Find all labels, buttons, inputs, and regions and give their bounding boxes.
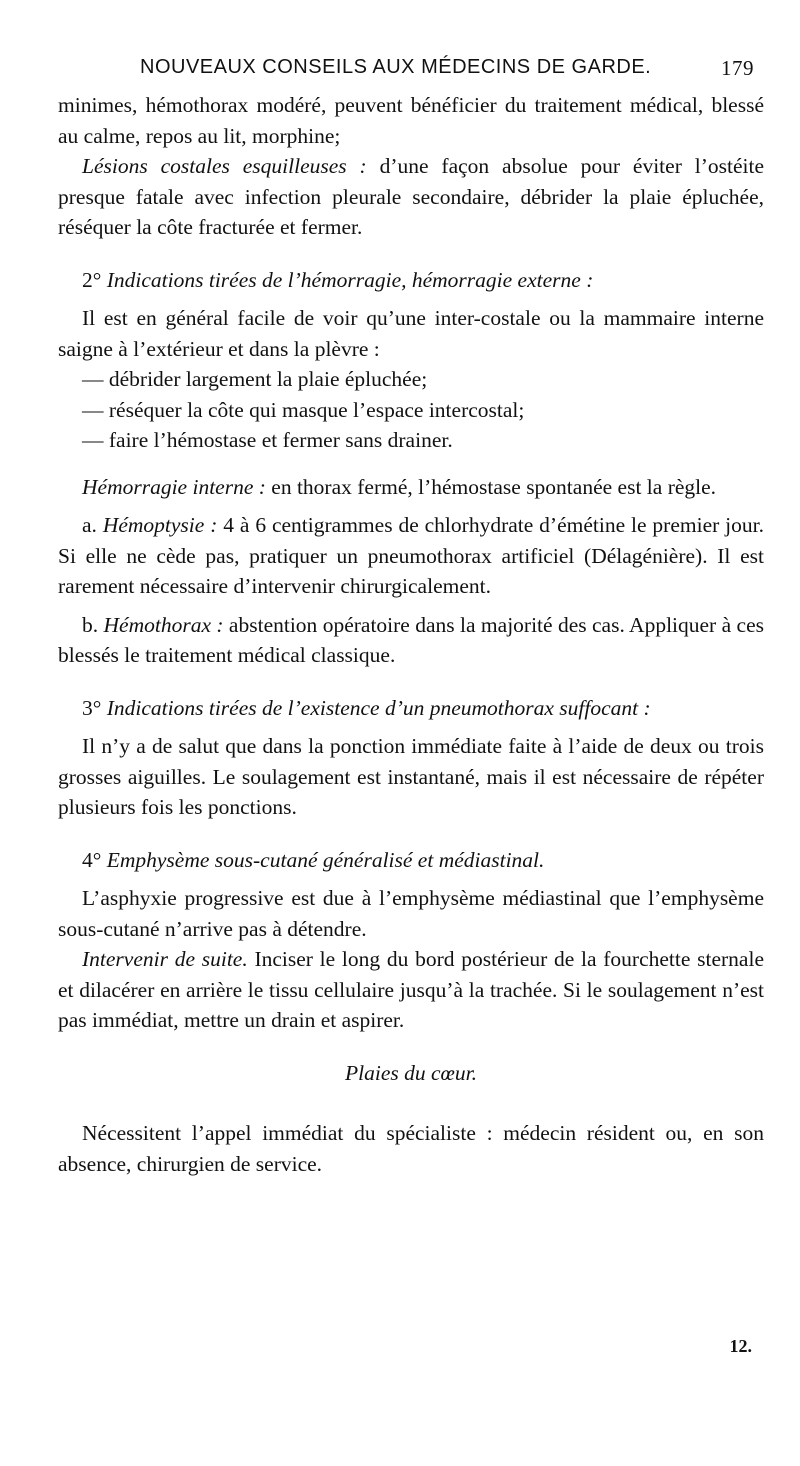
- intervene-label: Intervenir de suite.: [82, 947, 248, 971]
- dash-item: — faire l’hémostase et fermer sans drainer.: [82, 428, 453, 452]
- paragraph-asphyxia: L’asphyxie progressive est due à l’emphysème médiastinal que l’emphysème sous-cutané n’arrive pas à détendre.: [58, 886, 764, 941]
- paragraph-costal-lesions: [58, 151, 764, 243]
- hemoptysis-text: 4 à 6 centigrammes de chlorhydrate d’émétine le premier jour. Si elle ne cède pas, pratiquer un pneumothorax artificiel (Délagénière). Il est rarement nécessaire d’intervenir chirurgicalement.: [58, 513, 764, 598]
- paragraph-external-hemorrhage: Il est en général facile de voir qu’une inter-costale ou la mammaire interne saigne à l’extérieur et dans la plèvre :: [58, 306, 764, 361]
- hemoptysis-label: Hémoptysie :: [102, 513, 218, 537]
- paragraph-heart-wounds: Nécessitent l’appel immédiat du spécialiste : médecin résident ou, en son absence, chirurgien de service.: [58, 1121, 764, 1176]
- dash-item: — débrider largement la plaie épluchée;: [82, 367, 428, 391]
- section-number: 3°: [82, 695, 102, 720]
- paragraph-puncture: Il n’y a de salut que dans la ponction immédiate faite à l’aide de deux ou trois grosses aiguilles. Le soulagement est instantané, mais il est nécessaire de répéter plusieurs fois les ponctions.: [58, 734, 764, 819]
- section-title: Emphysème sous-cutané généralisé et médiastinal.: [101, 847, 545, 872]
- dash-item: — réséquer la côte qui masque l’espace intercostal;: [82, 397, 525, 422]
- signature-mark: 12.: [729, 1336, 752, 1356]
- paragraph-internal-hemorrhage: [58, 472, 764, 503]
- paragraph-minor-cases: minimes, hémothorax modéré, peuvent bénéficier du traitement médical, blessé au calme, repos au lit, morphine;: [58, 93, 764, 148]
- costal-lesions-label: Lésions costales esquilleuses :: [82, 154, 367, 178]
- hemothorax-label: Hémothorax :: [103, 612, 224, 637]
- page-number: 179: [721, 56, 754, 80]
- hemothorax-text: abstention opératoire dans la majorité des cas. Appliquer à ces blessés le traitement médical classique.: [58, 612, 764, 667]
- item-prefix: b.: [82, 612, 104, 637]
- running-title: NOUVEAUX CONSEILS AUX MÉDECINS DE GARDE.: [140, 56, 652, 78]
- intervene-text: Inciser le long du bord postérieur de la fourchette sternale et dilacérer en arrière le tissu cellulaire jusqu’à la trachée. Si le soulagement n’est pas immédiat, mettre un drain et aspirer.: [58, 947, 764, 1032]
- section-title: Indications tirées de l’hémorragie, hémorragie externe :: [101, 267, 594, 292]
- paragraph-hemoptysis: [58, 510, 764, 602]
- item-prefix: a.: [82, 513, 103, 537]
- section-number: 4°: [82, 847, 102, 872]
- section-heading-hemorrhage: [58, 265, 764, 296]
- internal-hemorrhage-text: en thorax fermé, l’hémostase spontanée est la règle.: [265, 474, 717, 499]
- paragraph-intervene: [58, 944, 764, 1036]
- section-heading-emphysema: [58, 845, 764, 876]
- section-title: Indications tirées de l’existence d’un pneumothorax suffocant :: [101, 695, 651, 720]
- section-heading-heart-wounds: Plaies du cœur.: [345, 1060, 477, 1085]
- costal-lesions-text: d’une façon absolue pour éviter l’ostéite presque fatale avec infection pleurale secondaire, débrider la plaie épluchée, réséquer la côte fracturée et fermer.: [58, 154, 764, 239]
- section-heading-pneumothorax: [58, 693, 764, 724]
- internal-hemorrhage-label: Hémorragie interne :: [82, 474, 266, 499]
- running-header: [58, 52, 764, 90]
- section-number: 2°: [82, 267, 102, 292]
- paragraph-hemothorax: [58, 610, 764, 671]
- page-body: [58, 52, 764, 1179]
